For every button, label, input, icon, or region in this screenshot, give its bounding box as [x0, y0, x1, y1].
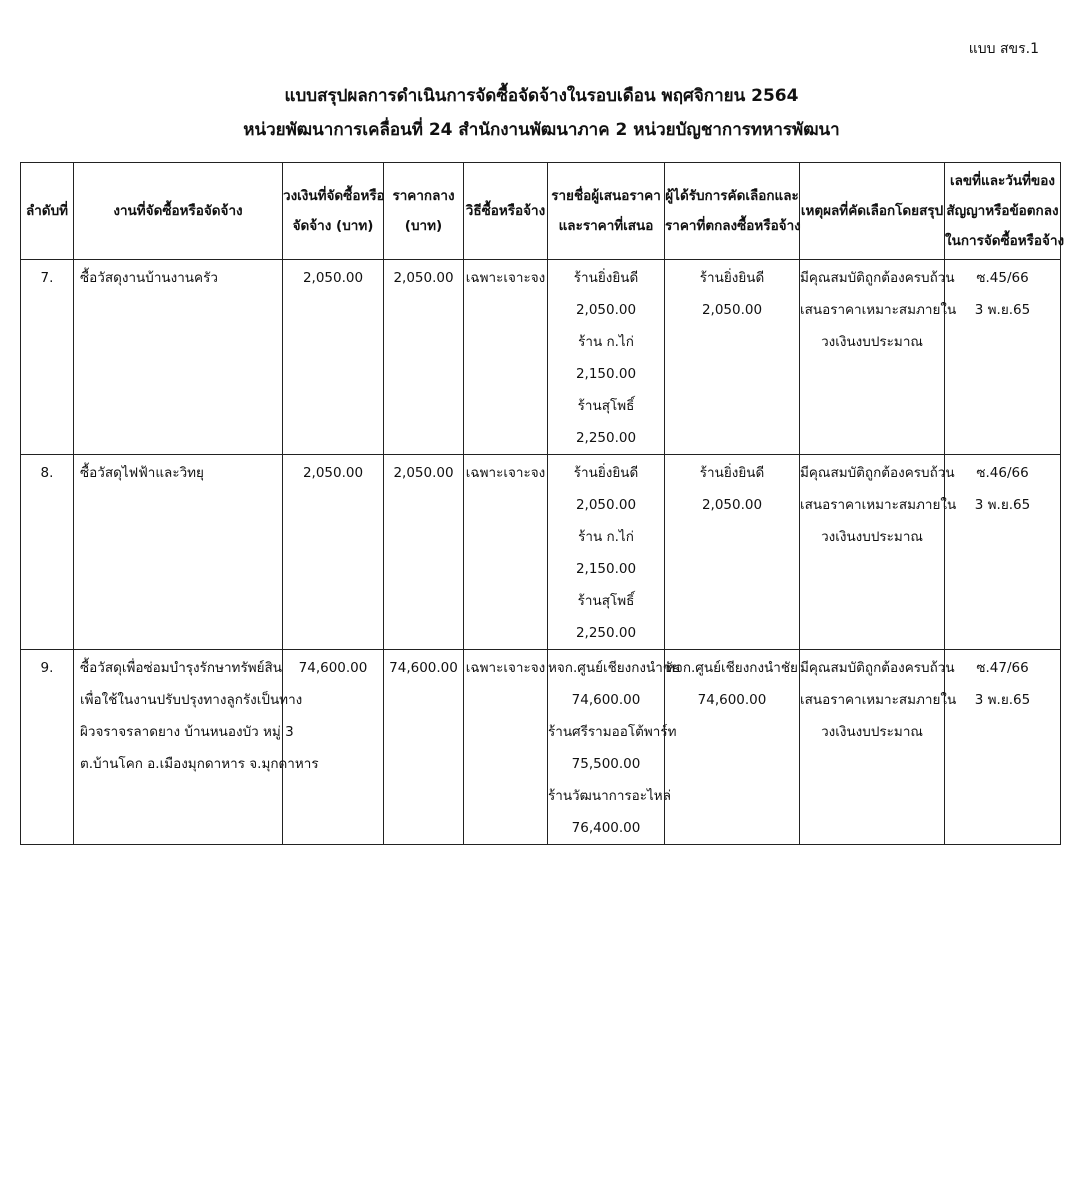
- cell-method: เฉพาะเจาะจง: [464, 650, 548, 845]
- cell-line: 2,150.00: [575, 561, 637, 577]
- cell-line: และราคาที่เสนอ: [558, 218, 654, 234]
- cell-line: ราคากลาง: [392, 188, 455, 204]
- cell-line: ซ.47/66: [976, 660, 1029, 676]
- report-subtitle: หน่วยพัฒนาการเคลื่อนที่ 24 สำนักงานพัฒนาภาค 2 หน่วยบัญชาการทหารพัฒนา: [243, 120, 840, 140]
- cell-line: ซ.46/66: [976, 465, 1029, 481]
- cell-line: ร้านยิ่งยินดี: [699, 270, 765, 286]
- cell-line: 75,500.00: [571, 756, 641, 772]
- cell-line: 2,050.00: [701, 497, 763, 513]
- cell-line: 74,600.00: [697, 692, 767, 708]
- cell-no: 8.: [21, 455, 74, 650]
- cell-line: ร้านวัฒนาการอะไหล่: [548, 788, 671, 804]
- cell-line: 2,250.00: [575, 625, 637, 641]
- header-bidders: [548, 163, 665, 260]
- cell-line: ในการจัดซื้อหรือจ้าง: [945, 233, 1065, 249]
- cell-line: ร้านศรีรามออโต้พาร์ท: [548, 724, 677, 740]
- cell-line: ซื้อวัสดุเพื่อซ่อมบำรุงรักษาทรัพย์สิน: [80, 660, 282, 676]
- cell-line: ผู้ได้รับการคัดเลือกและ: [665, 188, 799, 204]
- header-reason: [800, 163, 945, 260]
- cell-method: เฉพาะเจาะจง: [464, 260, 548, 455]
- cell-line: ซื้อวัสดุงานบ้านงานครัว: [80, 270, 218, 286]
- cell-median-price: 2,050.00: [384, 455, 464, 650]
- cell-line: วงเงินงบประมาณ: [821, 529, 923, 545]
- procurement-summary-table: [20, 162, 1065, 845]
- header-item: [74, 163, 283, 260]
- cell-reason: [800, 455, 957, 650]
- cell-line: ร้าน ก.ไก่: [578, 529, 634, 545]
- cell-line: 76,400.00: [571, 820, 641, 836]
- cell-line: เสนอราคาเหมาะสมภายใน: [800, 302, 957, 318]
- cell-item: [74, 650, 319, 845]
- cell-line: มีคุณสมบัติถูกต้องครบถ้วน: [800, 465, 955, 481]
- cell-line: วงเงินงบประมาณ: [821, 334, 923, 350]
- cell-budget: 2,050.00: [283, 455, 384, 650]
- table-row: [21, 650, 1061, 845]
- cell-bidders: [548, 455, 665, 650]
- cell-line: หจก.ศูนย์เชียงกงนำชัย: [666, 660, 798, 676]
- cell-line: เสนอราคาเหมาะสมภายใน: [800, 692, 957, 708]
- cell-item: [74, 455, 283, 650]
- cell-line: สัญญาหรือข้อตกลง: [946, 203, 1059, 219]
- cell-line: เพื่อใช้ในงานปรับปรุงทางลูกรังเป็นทาง: [80, 692, 303, 708]
- cell-no: 7.: [21, 260, 74, 455]
- cell-line: ซ.45/66: [976, 270, 1029, 286]
- header-method: [464, 163, 548, 260]
- cell-line: วงเงินงบประมาณ: [821, 724, 923, 740]
- cell-line: 3 พ.ย.65: [974, 497, 1031, 513]
- header-median-price: [384, 163, 464, 260]
- cell-line: งานที่จัดซื้อหรือจัดจ้าง: [113, 203, 243, 219]
- cell-contract: [945, 260, 1061, 455]
- cell-line: เลขที่และวันที่ของ: [950, 173, 1055, 189]
- cell-contract: [945, 650, 1061, 845]
- cell-line: มีคุณสมบัติถูกต้องครบถ้วน: [800, 270, 955, 286]
- cell-method: เฉพาะเจาะจง: [464, 455, 548, 650]
- cell-line: หจก.ศูนย์เชียงกงนำชัย: [548, 660, 680, 676]
- cell-line: 2,050.00: [701, 302, 763, 318]
- cell-line: 74,600.00: [571, 692, 641, 708]
- cell-budget: 74,600.00: [283, 650, 384, 845]
- cell-line: ร้านยิ่งยินดี: [699, 465, 765, 481]
- table-row: [21, 260, 1061, 455]
- cell-median-price: 2,050.00: [384, 260, 464, 455]
- cell-line: เหตุผลที่คัดเลือกโดยสรุป: [800, 203, 944, 219]
- cell-contract: [945, 455, 1061, 650]
- cell-line: ร้านยิ่งยินดี: [573, 270, 639, 286]
- cell-line: 2,150.00: [575, 366, 637, 382]
- cell-winner: [665, 455, 800, 650]
- cell-line: ร้านยิ่งยินดี: [573, 465, 639, 481]
- header-no: [21, 163, 74, 260]
- header-budget: [283, 163, 384, 260]
- cell-reason: [800, 650, 957, 845]
- cell-budget: 2,050.00: [283, 260, 384, 455]
- cell-line: 2,050.00: [575, 302, 637, 318]
- cell-winner: [665, 260, 800, 455]
- cell-line: (บาท): [404, 218, 443, 234]
- cell-line: 2,250.00: [575, 430, 637, 446]
- form-code: แบบ สขร.1: [968, 41, 1039, 57]
- cell-line: ร้านสุโพธิ์: [577, 593, 635, 609]
- cell-line: ร้าน ก.ไก่: [578, 334, 634, 350]
- cell-line: วงเงินที่จัดซื้อหรือ: [283, 188, 385, 204]
- cell-bidders: [548, 260, 665, 455]
- cell-line: ผิวจราจรลาดยาง บ้านหนองบัว หมู่ 3: [80, 724, 294, 740]
- cell-line: ลำดับที่: [25, 203, 69, 219]
- table-header-row: [21, 163, 1061, 260]
- cell-line: รายชื่อผู้เสนอราคา: [551, 188, 661, 204]
- cell-line: ต.บ้านโคก อ.เมืองมุกดาหาร จ.มุกดาหาร: [80, 756, 319, 772]
- cell-line: ร้านสุโพธิ์: [577, 398, 635, 414]
- report-title: แบบสรุปผลการดำเนินการจัดซื้อจัดจ้างในรอบเดือน พฤศจิกายน 2564: [284, 86, 799, 106]
- cell-reason: [800, 260, 957, 455]
- header-contract: [945, 163, 1065, 260]
- table-row: [21, 455, 1061, 650]
- cell-line: 3 พ.ย.65: [974, 692, 1031, 708]
- cell-line: ซื้อวัสดุไฟฟ้าและวิทยุ: [80, 465, 204, 481]
- cell-no: 9.: [21, 650, 74, 845]
- cell-winner: [665, 650, 800, 845]
- cell-median-price: 74,600.00: [384, 650, 464, 845]
- cell-line: 2,050.00: [575, 497, 637, 513]
- cell-item: [74, 260, 283, 455]
- header-winner: [665, 163, 800, 260]
- cell-line: วิธีซื้อหรือจ้าง: [465, 203, 546, 219]
- cell-bidders: [548, 650, 680, 845]
- cell-line: 3 พ.ย.65: [974, 302, 1031, 318]
- cell-line: ราคาที่ตกลงซื้อหรือจ้าง: [665, 218, 801, 234]
- cell-line: จัดจ้าง (บาท): [292, 218, 374, 234]
- cell-line: เสนอราคาเหมาะสมภายใน: [800, 497, 957, 513]
- cell-line: มีคุณสมบัติถูกต้องครบถ้วน: [800, 660, 955, 676]
